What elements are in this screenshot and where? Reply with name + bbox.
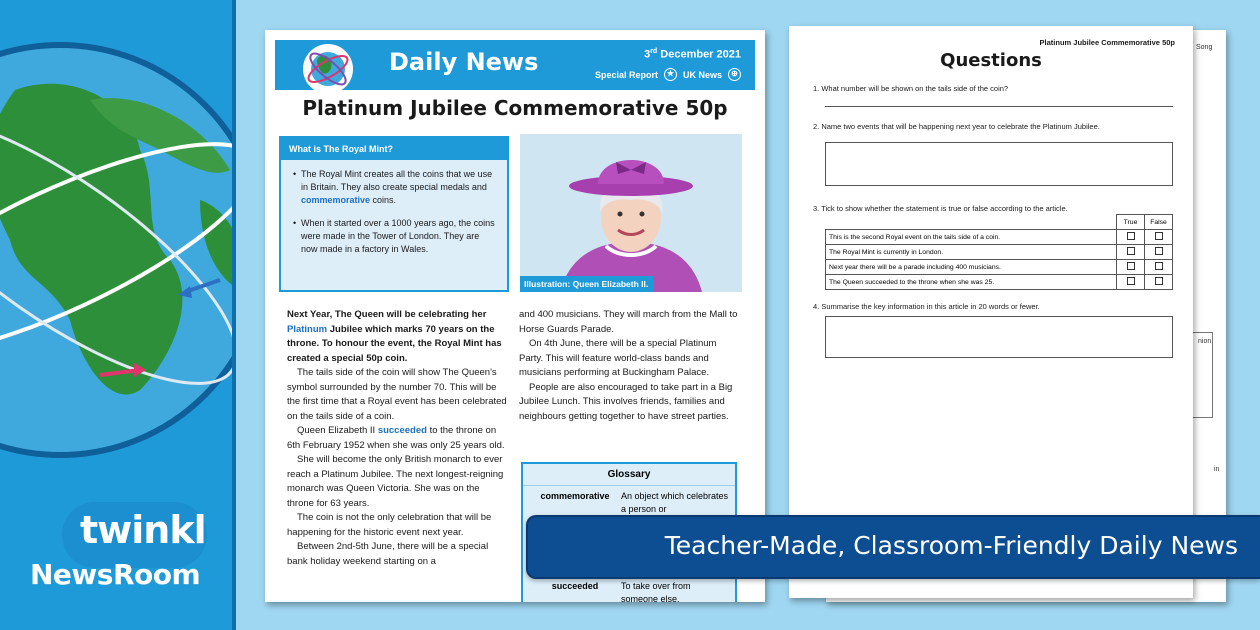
date-rest: December 2021 — [660, 48, 741, 61]
glossary-definition: An object which celebrates a person or — [621, 491, 729, 514]
table-row — [826, 275, 1173, 290]
globe-icon — [303, 44, 353, 94]
statement-text: The Royal Mint is currently in London. — [826, 245, 1117, 260]
question-4: 4. Summarise the key information in this article in 20 words or fewer. — [813, 302, 1040, 311]
glossary-heading: Glossary — [523, 464, 735, 486]
paragraph: and 400 musicians. They will march from the Mall to Horse Guards Parade. — [519, 309, 738, 335]
statement-text: This is the second Royal event on the tails side of a coin. — [826, 230, 1117, 245]
queen-portrait-image — [520, 134, 742, 292]
date-suffix: rd — [650, 48, 658, 55]
article-meta — [595, 68, 741, 81]
lead-text: Jubilee which marks 70 years on the throne. To honour the event, the Royal Mint has created a special 50p coin. — [287, 323, 502, 364]
infobox-list — [281, 160, 507, 256]
logo-newsroom-text: NewsRoom — [30, 558, 201, 591]
infobox-heading: What is The Royal Mint? — [281, 138, 507, 160]
article-column-2 — [519, 308, 741, 424]
glossary-link[interactable]: succeeded — [377, 425, 427, 436]
glossary-definition: To take over from someone else. — [621, 581, 691, 602]
false-column-header: False — [1145, 215, 1173, 230]
list-item — [293, 168, 497, 207]
true-column-header: True — [1117, 215, 1145, 230]
queen-illustration — [520, 134, 742, 292]
photo-caption: Illustration: Queen Elizabeth II. — [520, 276, 654, 292]
question-3: 3. Tick to show whether the statement is true or false according to the article. — [813, 204, 1068, 213]
answer-line-1[interactable] — [825, 106, 1173, 107]
masthead-title: Daily News — [389, 48, 539, 76]
paragraph: She will become the only British monarch to ever reach a Platinum Jubilee. The next longest-reigning monarch was Queen Victoria. She was on the throne for 63 years. — [287, 454, 504, 509]
question-1: 1. What number will be shown on the tails side of the coin? — [813, 84, 1009, 93]
true-checkbox[interactable] — [1127, 277, 1135, 285]
worksheet-header: Platinum Jubilee Commemorative 50p — [1039, 38, 1175, 47]
special-report-label: Special Report — [594, 69, 658, 80]
royal-mint-infobox — [279, 136, 509, 292]
false-checkbox[interactable] — [1155, 232, 1163, 240]
question-2: 2. Name two events that will be happening next year to celebrate the Platinum Jubilee. — [813, 122, 1100, 131]
back-page-fragment: nion — [1198, 338, 1212, 345]
back-page-fragment: in — [1214, 466, 1220, 473]
paragraph: On 4th June, there will be a special Platinum Party. This will feature world-class bands and musicians performing at Buckingham Palace. — [519, 338, 717, 378]
list-item: • When it started over a 1000 years ago, the coins were made in the Tower of London. They are now made in a factory in Wales. — [293, 217, 497, 256]
back-page-fragment: Song — [1196, 44, 1213, 51]
table-header-row — [826, 215, 1173, 230]
glossary-term: succeeded — [551, 581, 599, 591]
glossary-entry — [523, 576, 735, 602]
true-checkbox[interactable] — [1127, 232, 1135, 240]
paragraph: The coin is not the only celebration that will be happening for the historic event next year. — [287, 512, 492, 538]
paragraph: Between 2nd-5th June, there will be a special bank holiday weekend starting on a — [287, 541, 489, 567]
paragraph: The tails side of the coin will show The Queen's symbol surrounded by the number 70. This will be the first time that a Royal event has been celebrated on the tails side of a coin. — [287, 367, 507, 422]
answer-box-2[interactable] — [825, 142, 1173, 186]
glossary-link[interactable]: commemorative — [301, 195, 371, 205]
lead-text: Next Year, The Queen will be celebrating her — [287, 309, 487, 320]
true-checkbox[interactable] — [1127, 262, 1135, 270]
questions-title: Questions — [940, 50, 1042, 71]
date-day: 3 — [644, 48, 651, 61]
statement-text: Next year there will be a parade including 400 musicians. — [826, 260, 1117, 275]
star-icon: ★ — [664, 68, 677, 81]
answer-box-4[interactable] — [825, 316, 1173, 358]
globe-illustration — [0, 30, 232, 470]
uk-news-label: UK News — [682, 69, 722, 80]
left-panel — [0, 0, 232, 630]
issue-date — [644, 48, 741, 61]
paragraph: People are also encouraged to take part in a Big Jubilee Lunch. This involves friends, families and neighbours getting together to have street parties. — [519, 381, 733, 422]
twinkl-newsroom-logo[interactable] — [22, 502, 217, 602]
glossary-link[interactable]: Platinum — [287, 323, 328, 335]
globe-small-icon: ⊕ — [728, 68, 741, 81]
left-panel-border — [232, 0, 236, 630]
table-row — [826, 260, 1173, 275]
false-checkbox[interactable] — [1155, 247, 1163, 255]
paragraph-text: to the throne on 6th February 1952 when she was only 25 years old. — [287, 425, 505, 451]
false-checkbox[interactable] — [1155, 277, 1163, 285]
false-checkbox[interactable] — [1155, 262, 1163, 270]
bullet-text: coins. — [370, 195, 397, 205]
questions-worksheet — [789, 26, 1193, 598]
true-false-table — [825, 214, 1173, 290]
newsroom-globe-logo — [303, 44, 353, 94]
paragraph-text: Queen Elizabeth II — [297, 425, 378, 436]
glossary-term: commemorative — [540, 491, 610, 501]
bullet-text: The Royal Mint creates all the coins that we use in Britain. They also create special medals and — [301, 169, 493, 192]
promo-banner — [526, 515, 1260, 579]
table-row — [826, 245, 1173, 260]
article-headline: Platinum Jubilee Commemorative 50p — [302, 96, 728, 120]
article-column-1 — [287, 308, 509, 569]
true-checkbox[interactable] — [1127, 247, 1135, 255]
banner-text: Teacher-Made, Classroom-Friendly Daily News — [664, 531, 1238, 560]
table-row — [826, 230, 1173, 245]
paragraph — [287, 424, 509, 453]
paragraph — [287, 308, 509, 366]
logo-twinkl-text: twinkl — [80, 508, 206, 552]
statement-text: The Queen succeeded to the throne when she was 25. — [826, 275, 1117, 290]
masthead — [275, 40, 755, 90]
